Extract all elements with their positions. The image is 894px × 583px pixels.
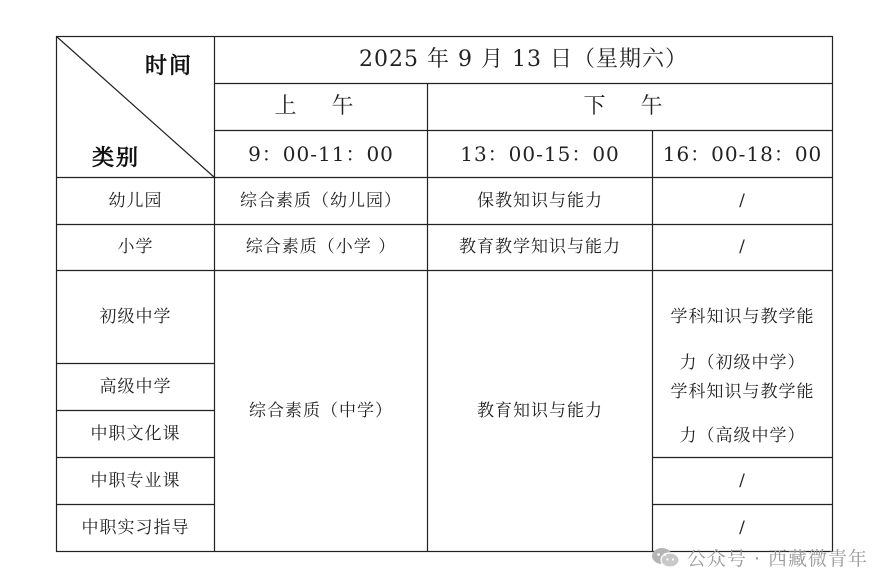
senior-afternoon2-subject-lines: [653, 371, 832, 457]
watermark-text: 公众号 · 西藏微青年: [686, 548, 868, 570]
vocational-practice-afternoon2-subject: /: [739, 517, 746, 538]
primary-morning-subject: 综合素质（小学 ）: [245, 237, 397, 258]
category-kindergarten: 幼儿园: [108, 190, 163, 211]
category-vocational-specialty: 中职专业课: [90, 470, 181, 491]
junior-subject-line2: 力（初级中学）: [679, 352, 806, 373]
watermark: [651, 544, 868, 571]
category-senior-high: 高级中学: [99, 376, 172, 397]
corner-time-label: 时间: [145, 54, 194, 79]
afternoon-header: 下 午: [583, 94, 677, 120]
kindergarten-afternoon2-subject: /: [739, 190, 746, 211]
kindergarten-afternoon1-subject: 保教知识与能力: [477, 190, 603, 211]
time-slot-afternoon-2: 16：00-18：00: [662, 142, 823, 166]
exam-date: 2025 年 9 月 13 日（星期六）: [359, 47, 688, 73]
category-junior-high: 初级中学: [99, 306, 172, 327]
senior-subject-line2: 力（高级中学）: [679, 426, 806, 446]
kindergarten-morning-subject: 综合素质（幼儿园）: [240, 190, 402, 211]
secondary-morning-subject: 综合素质（中学）: [249, 400, 393, 421]
primary-afternoon2-subject: /: [739, 237, 746, 258]
category-vocational-culture: 中职文化课: [90, 423, 181, 444]
morning-header: 上 午: [274, 94, 368, 120]
category-vocational-practice: 中职实习指导: [81, 517, 190, 538]
category-primary: 小学: [117, 237, 154, 258]
time-slot-afternoon-1: 13：00-15：00: [460, 142, 620, 166]
primary-afternoon1-subject: 教育教学知识与能力: [459, 237, 621, 258]
senior-subject-line1: 学科知识与教学能: [670, 381, 815, 402]
secondary-afternoon1-subject: 教育知识与能力: [477, 400, 603, 421]
junior-subject-line1: 学科知识与教学能: [670, 306, 815, 327]
time-slot-morning: 9：00-11：00: [248, 142, 394, 166]
wechat-icon: [651, 547, 681, 569]
corner-category-label: 类别: [92, 146, 141, 171]
vocational-specialty-afternoon2-subject: /: [739, 470, 746, 491]
